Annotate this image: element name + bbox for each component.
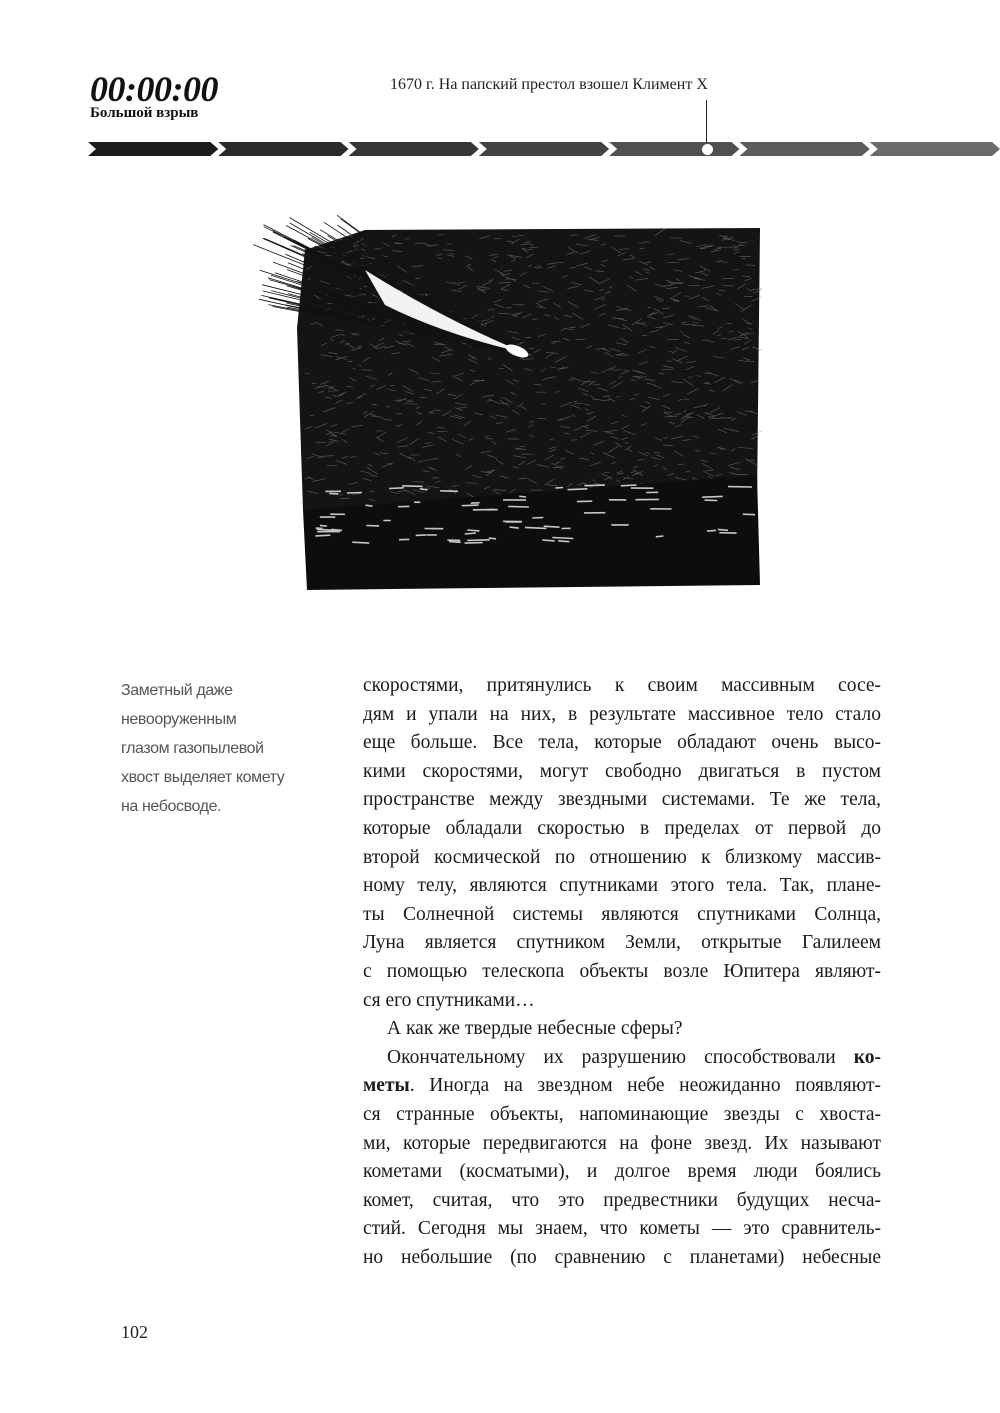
body-line: которые обладали скоростью в пределах от первой до	[363, 817, 881, 839]
caption-line: на небосводе.	[121, 798, 222, 815]
timeline-segment	[609, 142, 739, 156]
body-line: комет, считая, что это предвестники будущих несча-	[363, 1189, 881, 1211]
caption-line: невооруженным	[121, 711, 237, 728]
timeline-segment	[349, 142, 479, 156]
body-question: А как же твердые небесные сферы?	[387, 1018, 683, 1040]
timeline-segment	[88, 142, 218, 156]
header-event: 1670 г. На папский престол взошел Климент X	[390, 76, 708, 93]
timeline-segment	[870, 142, 1000, 156]
body-line: ся странные объекты, напоминающие звезды с хвоста-	[363, 1103, 881, 1125]
timeline-segment	[218, 142, 348, 156]
page-number: 102	[121, 1322, 148, 1342]
caption-line: хвост выделяет комету	[121, 769, 285, 786]
body-text-run: Окончательному их разрушению способствовали	[387, 1046, 854, 1068]
keyword-comets: меты	[363, 1075, 410, 1097]
body-text-run: . Иногда на звездном небе неожиданно появляют-	[409, 1075, 881, 1097]
body-line: кими скоростями, могут свободно двигаться в пустом	[363, 760, 881, 782]
keyword-comets: ко-	[853, 1046, 881, 1068]
body-line: ся его спутниками…	[363, 989, 535, 1011]
body-text	[363, 672, 881, 1272]
body-line: кометами (косматыми), и долгое время люди боялись	[363, 1161, 881, 1183]
body-line	[363, 1044, 881, 1073]
body-line	[363, 1072, 881, 1101]
caption-line: глазом газопылевой	[121, 740, 264, 757]
body-line: пространстве между звездными системами. Те же тела,	[363, 789, 881, 811]
body-line: Луна является спутником Земли, открытые Галилеем	[363, 932, 881, 954]
figure-caption	[121, 676, 321, 821]
body-line: второй космической по отношению к близкому массив-	[363, 846, 881, 868]
comet-illustration	[245, 210, 765, 595]
body-line: ми, которые передвигаются на фоне звезд. Их называют	[363, 1132, 881, 1154]
timeline-marker-line	[706, 100, 707, 144]
timeline-segment	[739, 142, 869, 156]
timeline-bar	[88, 140, 1000, 158]
body-line: с помощью телескопа объекты возле Юпитера являют-	[363, 960, 881, 982]
header-section-title: Большой взрыв	[90, 105, 199, 121]
header-time: 00:00:00	[90, 69, 218, 109]
body-line: стий. Сегодня мы знаем, что кометы — это сравнитель-	[363, 1218, 881, 1240]
caption-line: Заметный даже	[121, 682, 233, 699]
body-line: но небольшие (по сравнению с планетами) небесные	[363, 1246, 881, 1268]
body-line: ты Солнечной системы являются спутниками Солнца,	[363, 903, 881, 925]
body-line: дям и упали на них, в результате массивное тело стало	[363, 703, 881, 725]
body-line: скоростями, притянулись к своим массивным сосе-	[363, 675, 881, 696]
timeline-marker-dot	[702, 144, 713, 155]
body-line: ному телу, являются спутниками этого тела. Так, плане-	[363, 875, 881, 897]
timeline-segment	[479, 142, 609, 156]
body-line: еще больше. Все тела, которые обладают очень высо-	[363, 732, 881, 754]
